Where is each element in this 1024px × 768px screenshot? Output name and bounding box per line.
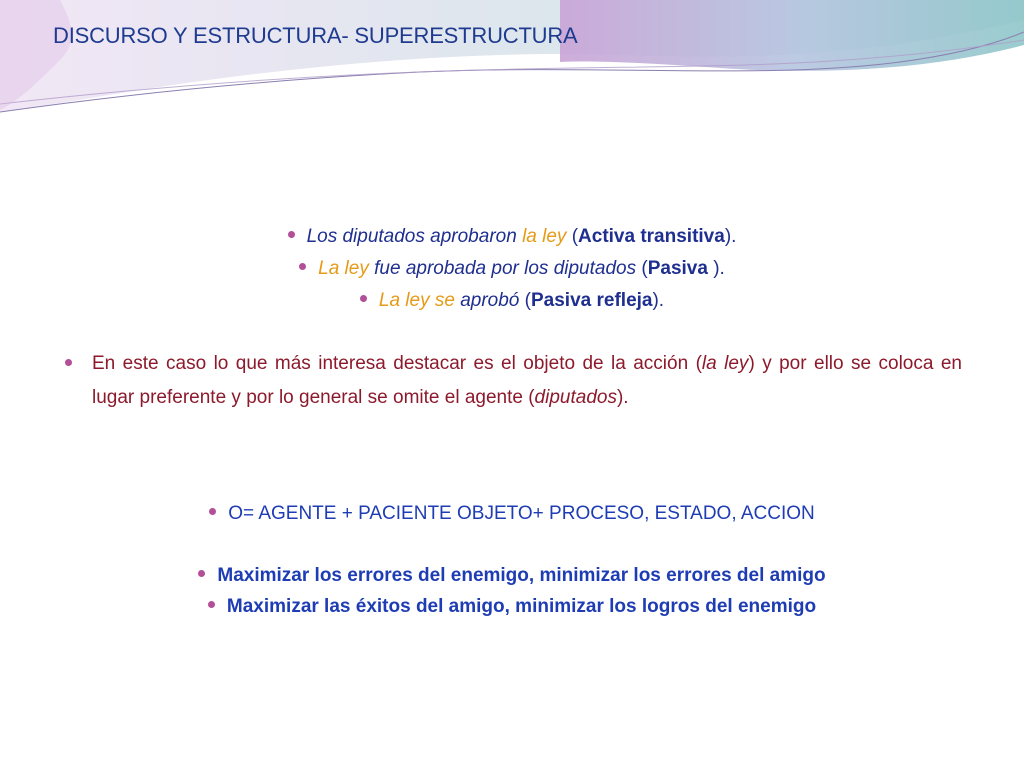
paragraph-text: ).	[616, 387, 629, 408]
bullet-icon	[198, 570, 205, 577]
example-item-passive	[0, 258, 1024, 280]
voice-label: Pasiva	[647, 258, 708, 279]
voice-label: Pasiva refleja	[531, 290, 653, 311]
bullet-icon	[209, 508, 216, 515]
maxim-text: Maximizar los errores del enemigo, minimizar los errores del amigo	[217, 565, 826, 586]
formula-item	[0, 503, 1024, 525]
example-item-active	[0, 226, 1024, 248]
paragraph-text: En este caso lo que más interesa destacar es el objeto de la acción (	[92, 353, 702, 374]
maxim-item	[0, 565, 1024, 587]
example-text: fue aprobada por los diputados	[368, 258, 637, 279]
header-wave-decoration	[0, 0, 1024, 140]
bullet-icon	[288, 231, 295, 238]
example-object: La ley	[318, 258, 369, 279]
paren-close: ).	[652, 290, 665, 311]
bullet-icon	[360, 295, 367, 302]
example-object: la ley	[522, 226, 567, 247]
paren-open: (	[636, 258, 648, 279]
formula-text: O= AGENTE + PACIENTE OBJETO+ PROCESO, ESTADO, ACCION	[228, 503, 815, 524]
example-item-reflexive	[0, 290, 1024, 312]
bullet-icon	[299, 263, 306, 270]
slide-title: DISCURSO Y ESTRUCTURA- SUPERESTRUCTURA	[53, 23, 578, 48]
paren-open: (	[519, 290, 531, 311]
paragraph-emphasis: la ley	[701, 353, 749, 374]
example-text: Los diputados aprobaron	[306, 226, 523, 247]
bullet-icon	[65, 359, 72, 366]
maxim-text: Maximizar las éxitos del amigo, minimizar los logros del enemigo	[226, 596, 817, 617]
example-object: La ley se	[378, 290, 455, 311]
bullet-icon	[208, 601, 215, 608]
paren-open: (	[566, 226, 579, 247]
example-text: aprobó	[454, 290, 520, 311]
paragraph-text: ) y por ello se coloca en lugar preferente y por lo general se omite el agente (	[92, 353, 962, 408]
paren-close: ).	[724, 226, 737, 247]
paren-close: ).	[707, 258, 725, 279]
explanation-paragraph	[92, 347, 962, 415]
maxim-item	[0, 596, 1024, 618]
paragraph-emphasis: diputados	[534, 387, 617, 408]
voice-label: Activa transitiva	[578, 226, 725, 247]
